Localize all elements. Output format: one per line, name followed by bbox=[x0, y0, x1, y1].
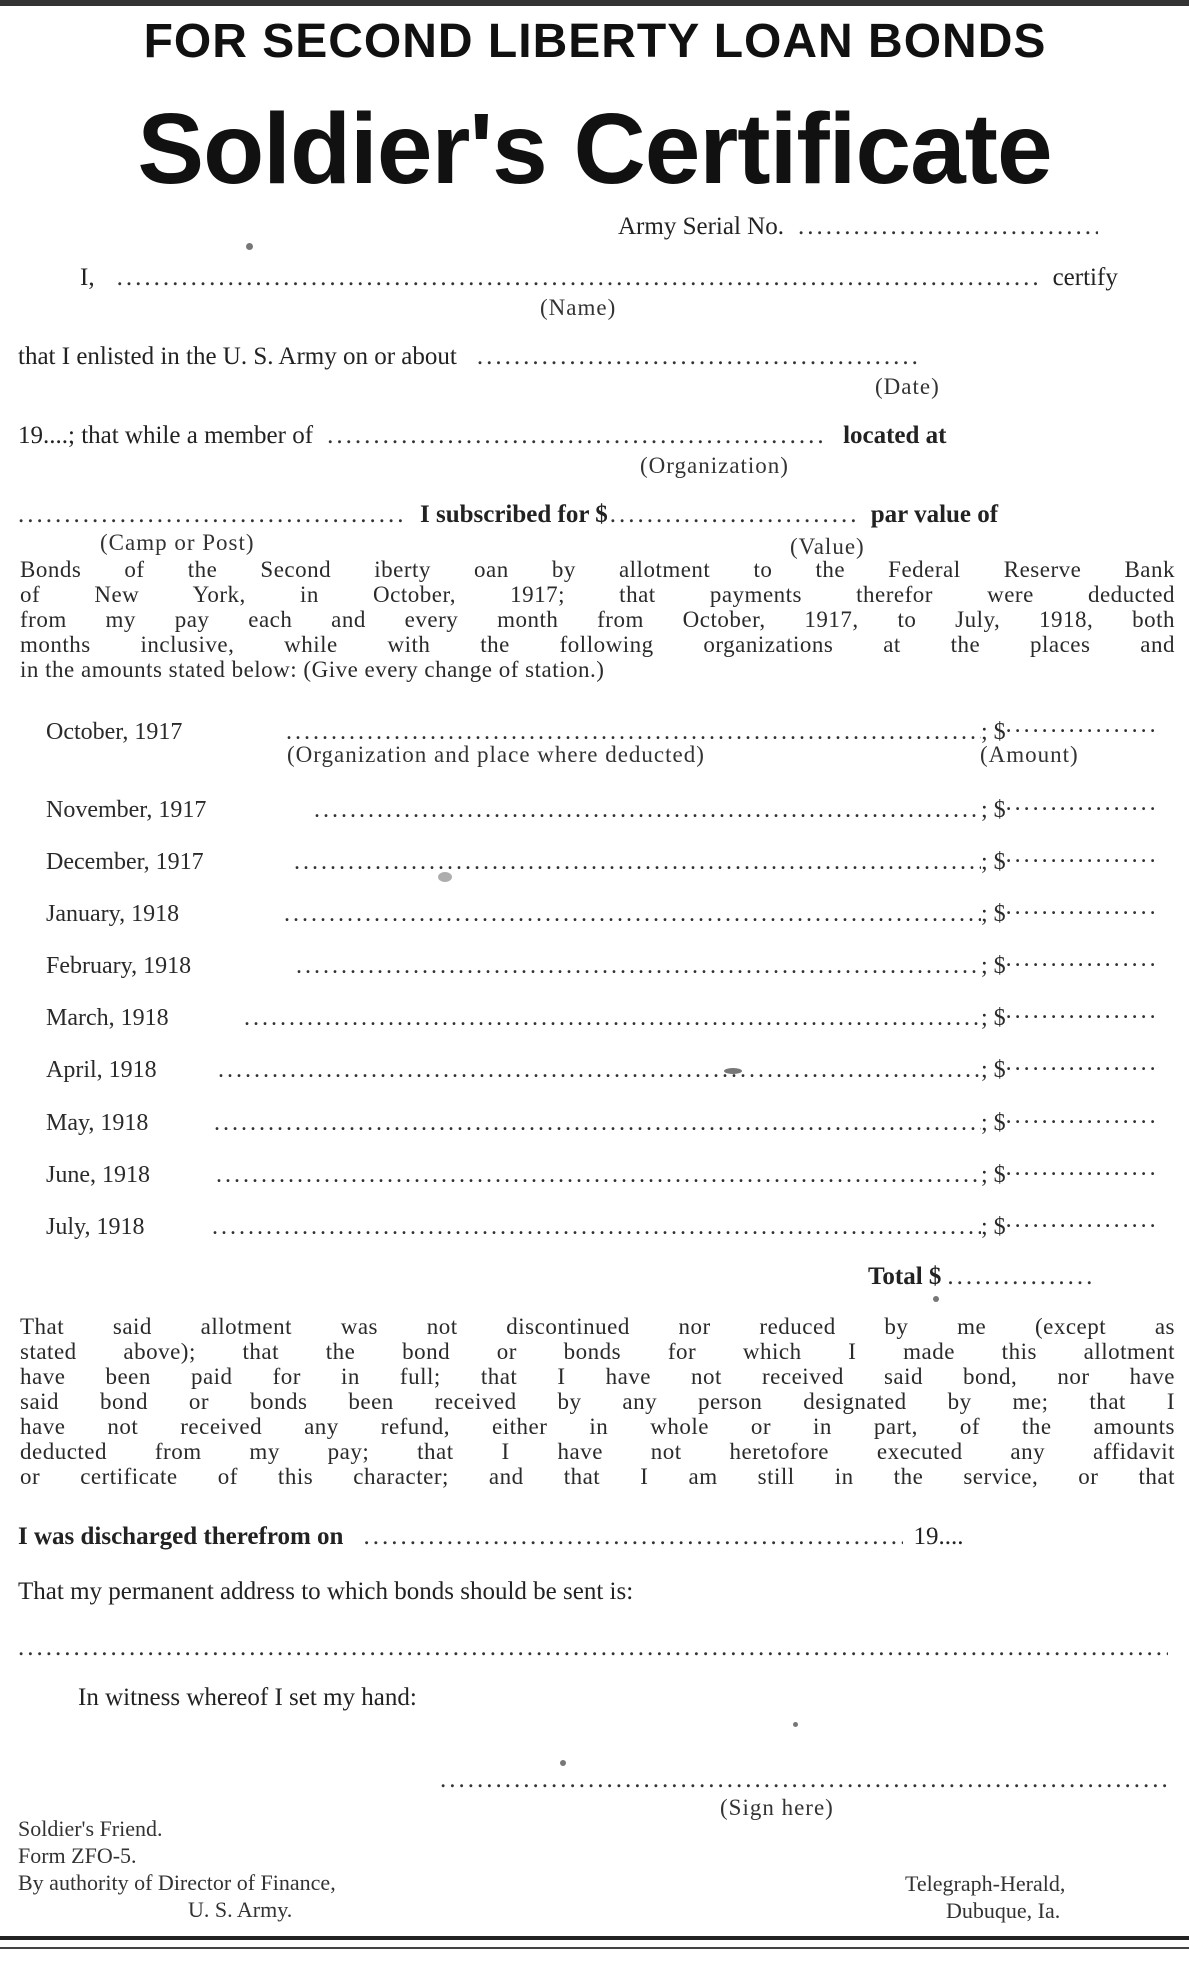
enlisted-label: that I enlisted in the U. S. Army on or about bbox=[18, 343, 457, 370]
month-label: December, 1917 bbox=[46, 849, 204, 875]
discharged-suffix: 19.... bbox=[913, 1523, 964, 1550]
print-speck bbox=[793, 1722, 798, 1727]
subscribed-label: I subscribed for $ bbox=[420, 501, 608, 528]
amount-prefix: ; $ bbox=[981, 1110, 1006, 1136]
month-label: February, 1918 bbox=[46, 953, 192, 979]
discharge-date-field[interactable] bbox=[363, 1523, 903, 1551]
total-field[interactable] bbox=[947, 1263, 1097, 1291]
deduction-row bbox=[46, 1050, 1166, 1084]
footer-line: By authority of Director of Finance, bbox=[18, 1870, 336, 1895]
located-label: located at bbox=[843, 422, 947, 449]
allotment-paragraph bbox=[20, 557, 1175, 682]
i-label: I, bbox=[80, 264, 95, 291]
signature-line bbox=[440, 1766, 1173, 1794]
enlisted-line bbox=[18, 343, 1173, 371]
paragraph-line: months inclusive, while with the following organizations at the places and bbox=[20, 632, 1175, 657]
paragraph-line: said bond or bonds been received by any person designated by me; that I bbox=[20, 1389, 1175, 1414]
deduction-row bbox=[46, 894, 1166, 928]
org-place-field[interactable] bbox=[216, 1162, 981, 1189]
deduction-row bbox=[46, 790, 1166, 824]
paragraph-line: stated above); that the bond or bonds for which I made this allotment bbox=[20, 1339, 1175, 1364]
deduction-row bbox=[46, 946, 1166, 980]
amount-field[interactable] bbox=[1006, 894, 1156, 921]
camp-caption: (Camp or Post) bbox=[100, 530, 255, 555]
deduction-row bbox=[46, 712, 1166, 746]
declaration-paragraph bbox=[20, 1314, 1175, 1489]
par-label: par value of bbox=[870, 501, 999, 528]
serial-field[interactable] bbox=[798, 213, 1098, 241]
serial-label: Army Serial No. bbox=[618, 213, 784, 240]
footer-publisher bbox=[905, 1870, 1065, 1924]
deduction-row bbox=[46, 1155, 1166, 1189]
print-speck bbox=[560, 1760, 566, 1766]
paragraph-line: in the amounts stated below: (Give every change of station.) bbox=[20, 657, 605, 682]
date-caption: (Date) bbox=[875, 374, 940, 399]
org-place-field[interactable] bbox=[218, 1057, 981, 1084]
org-place-field[interactable] bbox=[212, 1214, 981, 1241]
subscription-line bbox=[18, 501, 1173, 529]
footer-line: U. S. Army. bbox=[188, 1897, 293, 1922]
footer-line: Form ZFO-5. bbox=[18, 1843, 137, 1868]
address-field[interactable] bbox=[18, 1634, 1168, 1662]
amount-prefix: ; $ bbox=[981, 1005, 1006, 1031]
month-label: July, 1918 bbox=[46, 1214, 145, 1240]
certify-label: certify bbox=[1052, 264, 1118, 291]
name-caption: (Name) bbox=[540, 295, 617, 320]
print-speck bbox=[246, 243, 253, 250]
print-speck bbox=[438, 872, 452, 882]
serial-line bbox=[618, 213, 1173, 241]
paragraph-line: from my pay each and every month from October, 1917, to July, 1918, both bbox=[20, 607, 1175, 632]
bottom-rule bbox=[0, 1936, 1189, 1940]
value-caption: (Value) bbox=[790, 534, 865, 559]
enlist-date-field[interactable] bbox=[477, 343, 917, 371]
amount-field[interactable] bbox=[1006, 998, 1156, 1025]
month-label: November, 1917 bbox=[46, 797, 207, 823]
amount-prefix: ; $ bbox=[981, 719, 1006, 745]
org-place-field[interactable] bbox=[314, 797, 981, 824]
discharged-label: I was discharged therefrom on bbox=[18, 1523, 344, 1550]
amount-field[interactable] bbox=[1006, 712, 1156, 739]
amount-prefix: ; $ bbox=[981, 849, 1006, 875]
print-speck bbox=[933, 1296, 939, 1302]
deduction-row bbox=[46, 842, 1166, 876]
amount-prefix: ; $ bbox=[981, 1214, 1006, 1240]
address-field-line bbox=[18, 1634, 1173, 1662]
value-field[interactable] bbox=[610, 501, 855, 529]
amount-caption: (Amount) bbox=[980, 742, 1079, 767]
paragraph-line: have been paid for in full; that I have not received said bond, nor have bbox=[20, 1364, 1175, 1389]
amount-field[interactable] bbox=[1006, 1103, 1156, 1130]
org-caption: (Organization and place where deducted) bbox=[287, 742, 705, 767]
amount-field[interactable] bbox=[1006, 1155, 1156, 1182]
paragraph-line: or certificate of this character; and that I am still in the service, or that bbox=[20, 1464, 1175, 1489]
camp-field[interactable] bbox=[18, 501, 408, 529]
footer-credits bbox=[18, 1815, 336, 1923]
name-line bbox=[80, 264, 1175, 292]
address-line bbox=[18, 1578, 633, 1606]
org-place-field[interactable] bbox=[214, 1110, 981, 1137]
sign-caption: (Sign here) bbox=[720, 1795, 834, 1820]
organization-field[interactable] bbox=[327, 422, 827, 450]
bottom-rule-thin bbox=[0, 1947, 1189, 1949]
name-field[interactable] bbox=[117, 264, 1037, 292]
paragraph-line: of New York, in October, 1917; that payments therefor were deducted bbox=[20, 582, 1175, 607]
discharge-line bbox=[18, 1523, 1173, 1551]
month-label: March, 1918 bbox=[46, 1005, 169, 1031]
amount-field[interactable] bbox=[1006, 1207, 1156, 1234]
paragraph-line: have not received any refund, either in whole or in part, of the amounts bbox=[20, 1414, 1175, 1439]
witness-line bbox=[78, 1684, 417, 1712]
org-place-field[interactable] bbox=[244, 1005, 981, 1032]
paragraph-line: Bonds of the Second iberty oan by allotment to the Federal Reserve Bank bbox=[20, 557, 1175, 582]
paragraph-line: That said allotment was not discontinued nor reduced by me (except as bbox=[20, 1314, 1175, 1339]
month-label: October, 1917 bbox=[46, 719, 183, 745]
amount-field[interactable] bbox=[1006, 842, 1156, 869]
amount-prefix: ; $ bbox=[981, 1057, 1006, 1083]
amount-field[interactable] bbox=[1006, 1050, 1156, 1077]
month-label: January, 1918 bbox=[46, 901, 180, 927]
footer-line: Telegraph-Herald, bbox=[905, 1871, 1066, 1896]
amount-field[interactable] bbox=[1006, 946, 1156, 973]
page-title: Soldier's Certificate bbox=[137, 93, 1052, 205]
org-place-field[interactable] bbox=[284, 901, 981, 928]
signature-field[interactable] bbox=[440, 1766, 1170, 1794]
print-speck bbox=[724, 1068, 742, 1074]
amount-prefix: ; $ bbox=[981, 1162, 1006, 1188]
month-label: May, 1918 bbox=[46, 1110, 149, 1136]
deduction-row bbox=[46, 1207, 1166, 1241]
address-label: That my permanent address to which bonds should be sent is: bbox=[18, 1578, 634, 1605]
month-label: April, 1918 bbox=[46, 1057, 157, 1083]
amount-prefix: ; $ bbox=[981, 797, 1006, 823]
witness-label: In witness whereof I set my hand: bbox=[78, 1684, 417, 1711]
year-prefix: 19....; that while a member of bbox=[18, 422, 314, 449]
month-label: June, 1918 bbox=[46, 1162, 150, 1188]
total-line bbox=[868, 1263, 1173, 1291]
organization-line bbox=[18, 422, 1173, 450]
amount-prefix: ; $ bbox=[981, 901, 1006, 927]
amount-prefix: ; $ bbox=[981, 953, 1006, 979]
deduction-row bbox=[46, 1103, 1166, 1137]
footer-line: Soldier's Friend. bbox=[18, 1816, 163, 1841]
footer-line: Dubuque, Ia. bbox=[946, 1898, 1061, 1923]
paragraph-line: deducted from my pay; that I have not heretofore executed any affidavit bbox=[20, 1439, 1175, 1464]
org-place-field[interactable] bbox=[294, 849, 981, 876]
amount-field[interactable] bbox=[1006, 790, 1156, 817]
headline: FOR SECOND LIBERTY LOAN BONDS bbox=[143, 15, 1047, 68]
org-place-field[interactable] bbox=[296, 953, 981, 980]
deduction-row bbox=[46, 998, 1166, 1032]
organization-caption: (Organization) bbox=[640, 453, 789, 478]
total-label: Total $ bbox=[868, 1263, 942, 1290]
